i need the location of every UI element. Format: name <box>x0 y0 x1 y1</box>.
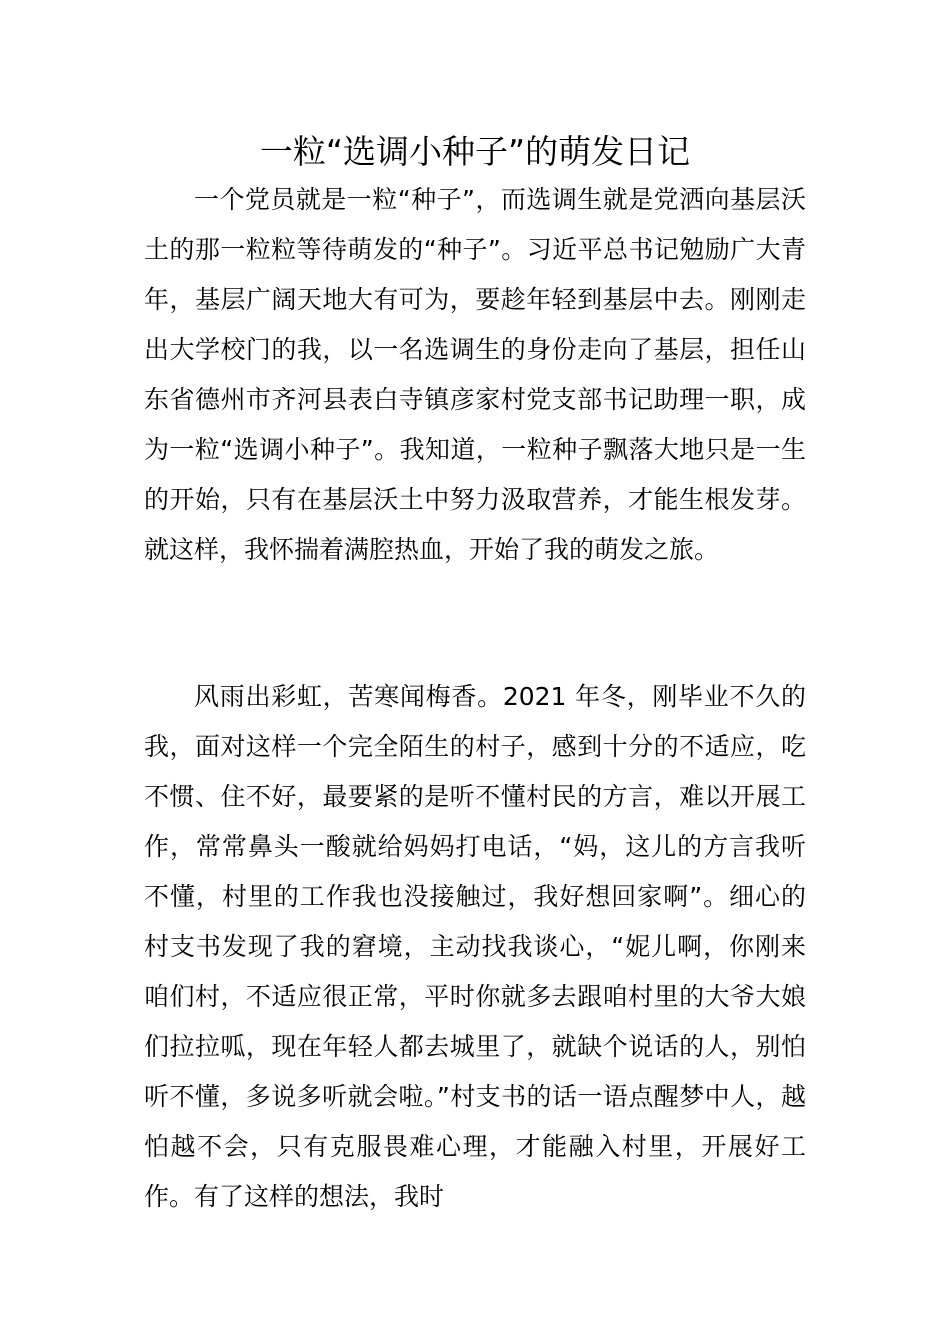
document-title: 一粒“选调小种子”的萌发日记 <box>259 132 691 171</box>
paragraph-1: 一个党员就是一粒“种子”，而选调生就是党洒向基层沃土的那一粒粒等待萌发的“种子”。习近平总书记勉励广大青年，基层广阔天地大有可为，要趁年轻到基层中去。刚刚走出大学校门的我，以一名选调生的身份走向了基层，担任山东省德州市齐河县表白寺镇彦家村党支部书记助理一职，成为一粒“选调小种子”。我知道，一粒种子飘落大地只是一生的开始，只有在基层沃土中努力汲取营养，才能生根发芽。就这样，我怀揣着满腔热血，开始了我的萌发之旅。 <box>144 185 806 564</box>
paragraph-2: 风雨出彩虹，苦寒闻梅香。2021 年冬，刚毕业不久的我，面对这样一个完全陌生的村子，感到十分的不适应，吃不惯、住不好，最要紧的是听不懂村民的方言，难以开展工作，常常鼻头一酸就给妈妈打电话，“妈，这儿的方言我听不懂，村里的工作我也没接触过，我好想回家啊”。细心的村支书发现了我的窘境，主动找我谈心，“妮儿啊，你刚来咱们村，不适应很正常，平时你就多去跟咱村里的大爷大娘们拉拉呱，现在年轻人都去城里了，就缺个说话的人，别怕听不懂，多说多听就会啦。”村支书的话一语点醒梦中人，越怕越不会，只有克服畏难心理，才能融入村里，开展好工作。有了这样的想法，我时 <box>144 682 806 1211</box>
